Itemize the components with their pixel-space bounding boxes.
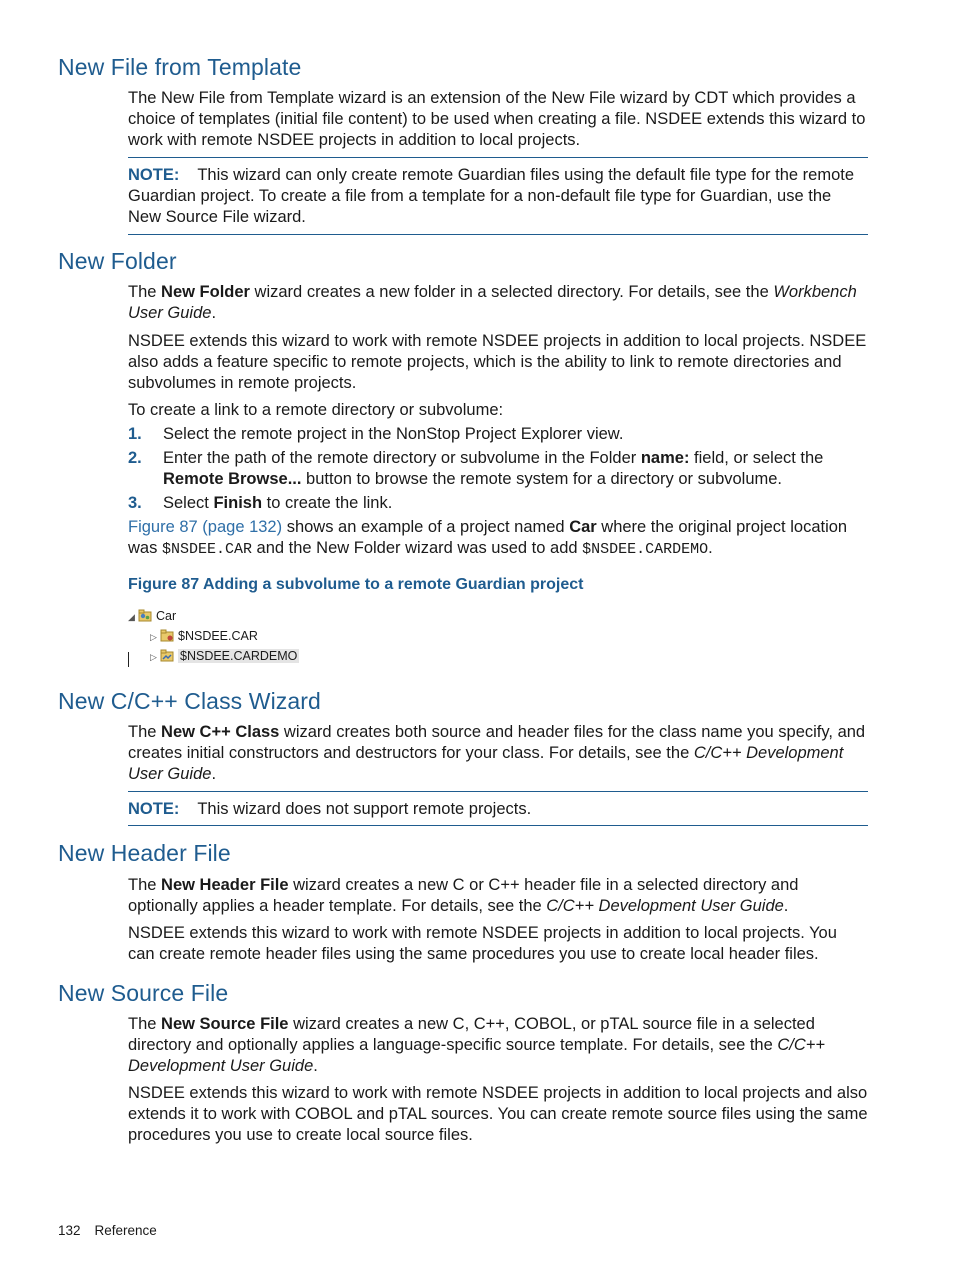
note-text: This wizard does not support remote projects. bbox=[197, 800, 532, 818]
step-1: 1. Select the remote project in the NonStop Project Explorer view. bbox=[128, 425, 624, 443]
expanded-arrow-icon[interactable]: ◢ bbox=[128, 612, 135, 622]
note-label: NOTE: bbox=[128, 166, 180, 184]
para-new-header-extends: NSDEE extends this wizard to work with remote NSDEE projects in addition to local projects. You can create remote header files using the same procedures you use to create local header files. bbox=[128, 924, 837, 963]
para-new-source-extends: NSDEE extends this wizard to work with remote NSDEE projects in addition to local projects and also extends it to work with COBOL and pTAL sources. You can create remote source files using the same procedures you use to create local source files. bbox=[128, 1084, 868, 1144]
para-new-class: The New C++ Class wizard creates both source and header files for the class name you specify, and creates initial constructors and destructors for your class. For details, see the C/C++ Development User Guide. bbox=[128, 723, 866, 783]
para-new-folder-intro: The New Folder wizard creates a new folder in a selected directory. For details, see the Workbench User Guide. bbox=[128, 283, 857, 322]
para-create-link: To create a link to a remote directory or subvolume: bbox=[128, 401, 504, 419]
tree-node-nsdee-car[interactable]: ▷ $NSDEE.CAR bbox=[150, 627, 258, 645]
heading-new-source-file: New Source File bbox=[58, 980, 229, 1006]
figure-87-link[interactable]: Figure 87 (page 132) bbox=[128, 518, 283, 536]
tree-node-nsdee-cardemo[interactable]: ▷ $NSDEE.CARDEMO bbox=[150, 647, 299, 665]
footer-section: Reference bbox=[94, 1223, 157, 1238]
page-number: 132 bbox=[58, 1223, 81, 1238]
para-new-header-intro: The New Header File wizard creates a new C or C++ header file in a selected directory and optionally applies a header template. For details, see the C/C++ Development User Guide. bbox=[128, 876, 799, 915]
heading-new-folder: New Folder bbox=[58, 248, 177, 274]
linked-folder-icon bbox=[160, 649, 174, 662]
para-new-file-template: The New File from Template wizard is an extension of the New File wizard by CDT which provides a choice of templates (initial file content) to be used when creating a file. NSDEE extends this wizard to work with remote NSDEE projects in addition to local projects. bbox=[128, 89, 866, 149]
collapsed-arrow-icon[interactable]: ▷ bbox=[150, 652, 157, 662]
para-new-source-intro: The New Source File wizard creates a new C, C++, COBOL, or pTAL source file in a selected directory and optionally applies a language-specific source template. For details, see the C/C++ Development User Guide. bbox=[128, 1015, 826, 1075]
remote-folder-icon bbox=[160, 629, 174, 642]
note-no-remote bbox=[128, 791, 868, 826]
code-nsdee-car: $NSDEE.CAR bbox=[161, 541, 252, 558]
tree-node-car[interactable]: ◢ Car bbox=[128, 607, 176, 625]
page-footer bbox=[58, 1223, 171, 1238]
para-new-folder-extends: NSDEE extends this wizard to work with remote NSDEE projects in addition to local projects. NSDEE also adds a feature specific to remote projects, which is the ability to link to remote directories and subvolumes in remote projects. bbox=[128, 332, 867, 392]
note-text: This wizard can only create remote Guardian files using the default file type for the remote Guardian project. To create a file from a template for a non-default file type for Guardian, use the New Source File wizard. bbox=[128, 166, 855, 226]
para-figure-reference: Figure 87 (page 132) shows an example of a project named Car where the original project location was $NSDEE.CAR and the New Folder wizard was used to add $NSDEE.CARDEMO. bbox=[128, 518, 848, 558]
collapsed-arrow-icon[interactable]: ▷ bbox=[150, 632, 157, 642]
step-3: 3. Select Finish to create the link. bbox=[128, 494, 393, 512]
heading-new-header-file: New Header File bbox=[58, 840, 231, 866]
figure-87-caption: Figure 87 Adding a subvolume to a remote Guardian project bbox=[128, 576, 584, 593]
heading-new-file-from-template: New File from Template bbox=[58, 54, 302, 80]
project-tree-figure bbox=[128, 605, 298, 667]
note-guardian-template bbox=[128, 157, 868, 235]
heading-new-class-wizard: New C/C++ Class Wizard bbox=[58, 688, 321, 714]
note-label: NOTE: bbox=[128, 800, 180, 818]
code-nsdee-cardemo: $NSDEE.CARDEMO bbox=[582, 541, 709, 558]
project-icon bbox=[138, 609, 152, 622]
step-2: 2. Enter the path of the remote directory or subvolume in the Folder name: field, or select the Remote Browse... button to browse the remote system for a directory or subvolume. bbox=[128, 449, 824, 488]
text-cursor bbox=[128, 652, 129, 667]
